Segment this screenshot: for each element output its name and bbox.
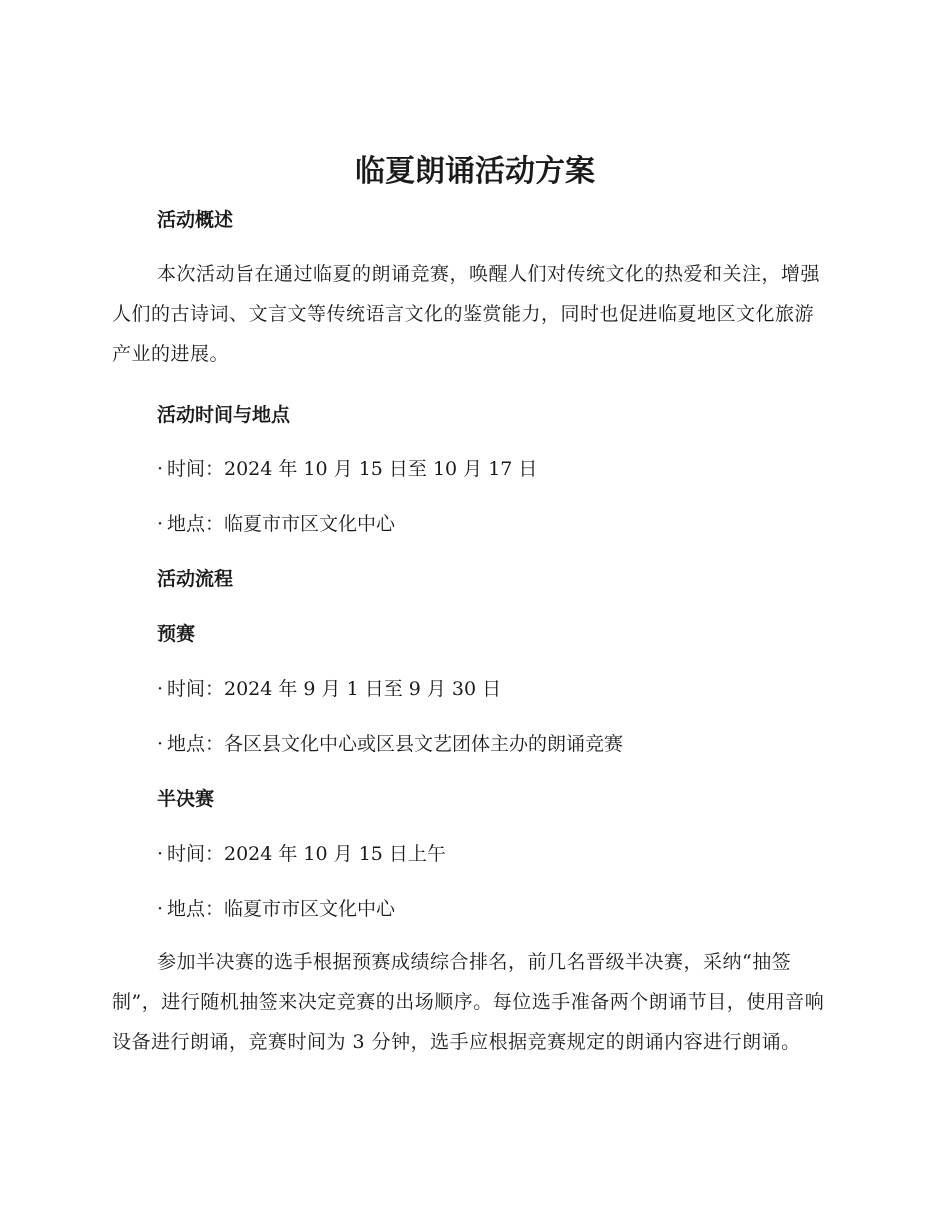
heading-process: 活动流程 xyxy=(157,568,234,590)
semi-paragraph: 参加半决赛的选手根据预赛成绩综合排名，前几名晋级半决赛，采纳“抽签制”，进行随机抽签来决定竞赛的出场顺序。每位选手准备两个朗诵节目，使用音响设备进行朗诵，竞赛时间为 3 分钟，选手应根据竞赛规定的朗诵内容进行朗诵。 xyxy=(112,951,825,1053)
document-title: 临夏朗诵活动方案 xyxy=(355,154,595,189)
heading-overview: 活动概述 xyxy=(157,209,234,231)
list-item-text: 地点：各区县文化中心或区县文艺团体主办的朗诵竞赛 xyxy=(167,733,624,755)
list-item: · 地点：各区县文化中心或区县文艺团体主办的朗诵竞赛 xyxy=(157,733,624,755)
heading-semi: 半决赛 xyxy=(157,788,215,810)
list-item-text: 地点：临夏市市区文化中心 xyxy=(167,898,396,920)
overview-paragraph: 本次活动旨在通过临夏的朗诵竞赛，唤醒人们对传统文化的热爱和关注，增强人们的古诗词、文言文等传统语言文化的鉴赏能力，同时也促进临夏地区文化旅游产业的进展。 xyxy=(112,263,821,365)
heading-time-place: 活动时间与地点 xyxy=(157,404,291,426)
list-item: · 时间：2024 年 9 月 1 日至 9 月 30 日 xyxy=(157,678,502,700)
list-item: · 地点：临夏市市区文化中心 xyxy=(157,513,396,535)
list-item: · 地点：临夏市市区文化中心 xyxy=(157,898,396,920)
list-item-text: 时间：2024 年 9 月 1 日至 9 月 30 日 xyxy=(167,678,502,700)
heading-prelim: 预赛 xyxy=(157,623,196,645)
list-item: · 时间：2024 年 10 月 15 日至 10 月 17 日 xyxy=(157,458,538,480)
list-item-text: 时间：2024 年 10 月 15 日上午 xyxy=(167,843,446,865)
list-item: · 时间：2024 年 10 月 15 日上午 xyxy=(157,843,446,865)
list-item-text: 地点：临夏市市区文化中心 xyxy=(167,513,396,535)
list-item-text: 时间：2024 年 10 月 15 日至 10 月 17 日 xyxy=(167,458,538,480)
